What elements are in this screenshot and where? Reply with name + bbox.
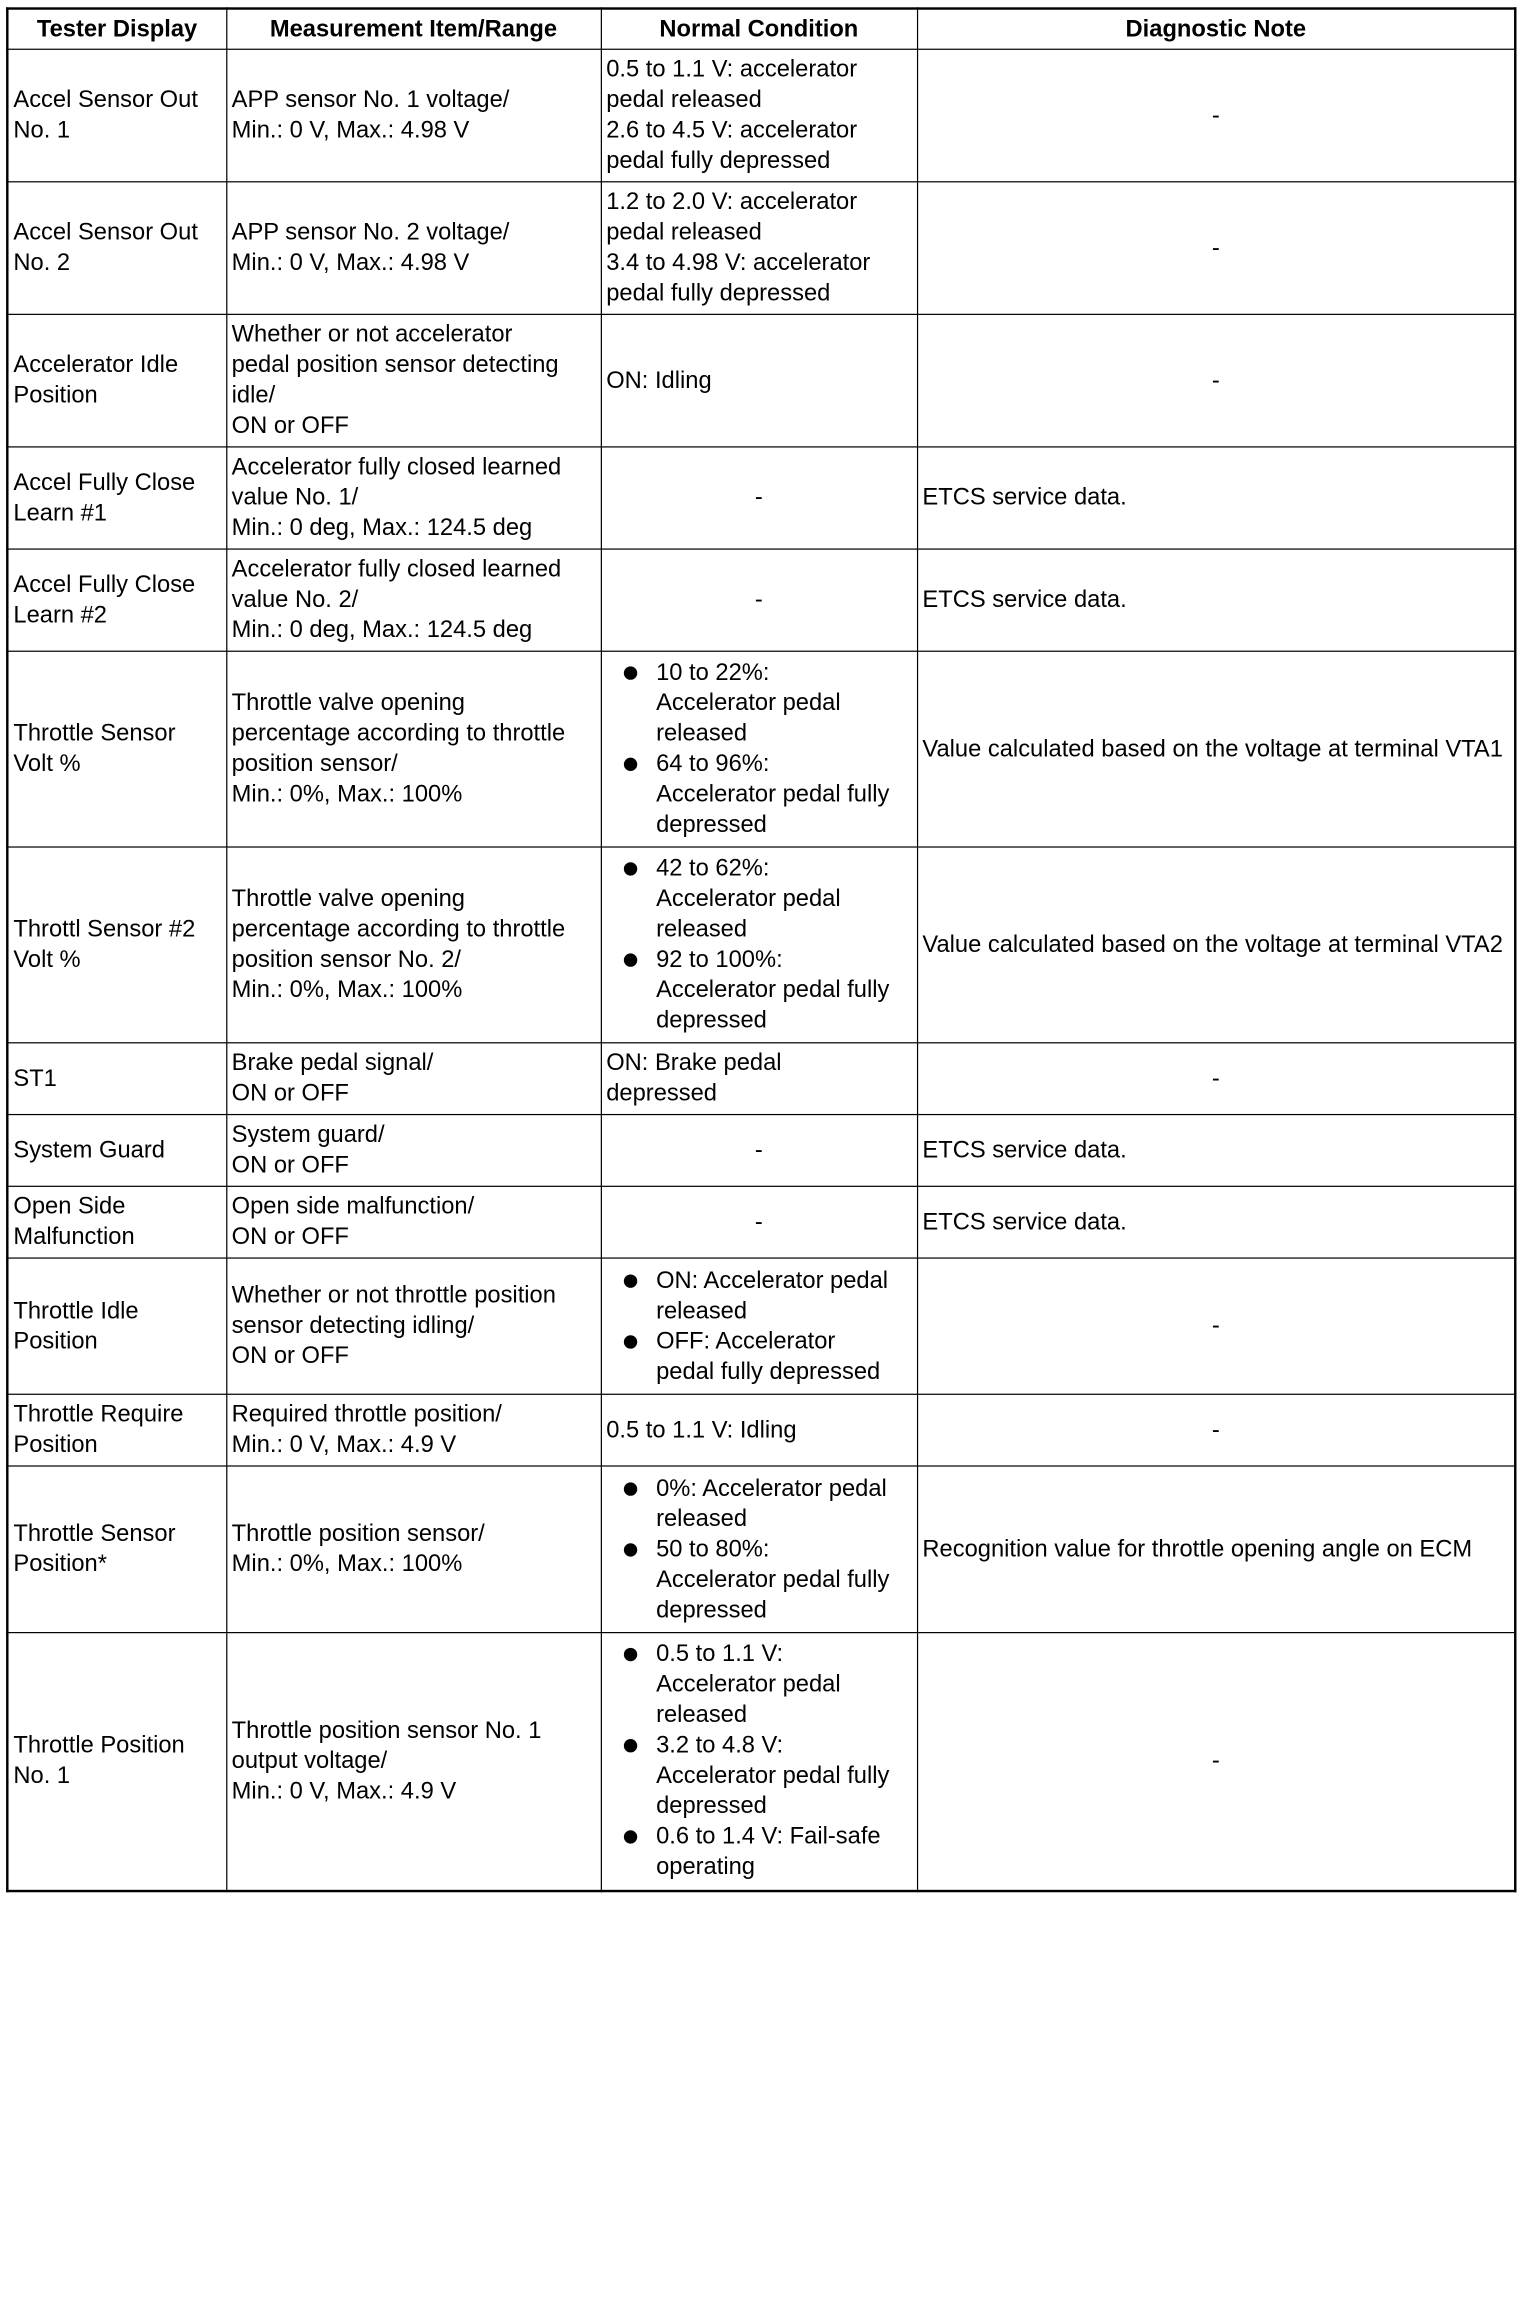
- measurement-line: Whether or not accelerator: [231, 321, 513, 348]
- measurement-line: pedal position sensor detecting: [231, 351, 559, 379]
- diagnostic-note-cell: ETCS service data.: [917, 447, 1515, 549]
- measurement-line: Min.: 0%, Max.: 100%: [231, 1550, 463, 1578]
- condition-line: pedal fully depressed: [606, 279, 831, 307]
- normal-condition-cell: [601, 314, 917, 447]
- condition-line: 1.2 to 2.0 V: accelerator: [606, 188, 858, 216]
- measurement-cell: [226, 549, 601, 651]
- condition-line: Accelerator pedal: [656, 689, 841, 717]
- tester-display-cell: [7, 1633, 226, 1891]
- table-row: [7, 549, 1515, 651]
- bullet-dot-icon: [623, 1543, 636, 1556]
- header-tester-display: Tester Display: [7, 9, 226, 50]
- header-row: [7, 9, 1515, 50]
- tester-display-line: Accelerator Idle: [13, 351, 179, 379]
- measurement-line: Accelerator fully closed learned: [231, 555, 562, 583]
- condition-line: depressed: [606, 1079, 717, 1107]
- measurement-line: Required throttle position/: [231, 1400, 502, 1428]
- diagnostic-note-cell: -: [917, 1394, 1515, 1466]
- measurement-line: Min.: 0%, Max.: 100%: [231, 780, 463, 808]
- condition-bullet-item: [606, 1822, 911, 1883]
- measurement-line: APP sensor No. 2 voltage/: [231, 218, 510, 246]
- condition-line: released: [656, 719, 748, 747]
- header-diagnostic-note: Diagnostic Note: [917, 9, 1515, 50]
- tester-display-line: No. 1: [13, 116, 71, 144]
- normal-condition-cell: [601, 1043, 917, 1115]
- measurement-cell: [226, 1186, 601, 1258]
- bullet-dot-icon: [623, 666, 636, 679]
- diagnostic-note-cell: ETCS service data.: [917, 1115, 1515, 1187]
- condition-bullet-item: [606, 1731, 911, 1822]
- condition-line: depressed: [656, 811, 767, 838]
- condition-line: 92 to 100%:: [656, 946, 783, 973]
- measurement-line: Accelerator fully closed learned: [231, 453, 562, 481]
- tester-display-line: Throttle Position: [13, 1732, 185, 1759]
- table-row: [7, 847, 1515, 1043]
- bullet-dot-icon: [623, 1335, 636, 1348]
- condition-line: 3.2 to 4.8 V:: [656, 1732, 784, 1759]
- table-row: [7, 1115, 1515, 1187]
- condition-bullet-list: [606, 854, 911, 1036]
- measurement-line: System guard/: [231, 1121, 385, 1148]
- condition-bullet-item: [606, 658, 911, 749]
- condition-line: pedal released: [606, 86, 762, 114]
- tester-display-line: No. 2: [13, 249, 71, 277]
- condition-bullet-list: [606, 658, 911, 840]
- measurement-line: ON or OFF: [231, 412, 349, 440]
- condition-bullet-item: [606, 1265, 911, 1326]
- measurement-cell: [226, 1466, 601, 1633]
- condition-bullet-item: [606, 749, 911, 840]
- table-row: [7, 49, 1515, 182]
- table-row: [7, 182, 1515, 315]
- measurement-line: Open side malfunction/: [231, 1192, 475, 1220]
- diagnostic-note-cell: -: [917, 182, 1515, 315]
- bullet-dot-icon: [623, 1482, 636, 1495]
- tester-display-line: Throttle Idle: [13, 1296, 139, 1324]
- measurement-line: ON or OFF: [231, 1223, 349, 1251]
- condition-bullet-item: [606, 1534, 911, 1625]
- measurement-line: Brake pedal signal/: [231, 1049, 434, 1077]
- measurement-cell: [226, 1115, 601, 1187]
- condition-line: released: [656, 1701, 748, 1729]
- condition-line: ON: Accelerator pedal: [656, 1266, 889, 1294]
- condition-line: released: [656, 1504, 748, 1532]
- tester-display-cell: [7, 447, 226, 549]
- tester-display-cell: [7, 182, 226, 315]
- condition-line: 2.6 to 4.5 V: accelerator: [606, 116, 858, 144]
- condition-bullet-item: [606, 945, 911, 1036]
- tester-display-cell: [7, 1258, 226, 1394]
- condition-line: 0.5 to 1.1 V: Idling: [606, 1416, 797, 1443]
- condition-line: pedal fully depressed: [656, 1357, 881, 1385]
- condition-line: 10 to 22%:: [656, 659, 770, 686]
- measurement-cell: [226, 1633, 601, 1891]
- measurement-line: ON or OFF: [231, 1342, 349, 1370]
- measurement-line: percentage according to throttle: [231, 719, 566, 747]
- tester-display-cell: [7, 49, 226, 182]
- condition-line: pedal fully depressed: [606, 147, 831, 174]
- tester-display-cell: [7, 314, 226, 447]
- tester-display-line: Position: [13, 1431, 98, 1459]
- tester-display-line: Accel Fully Close: [13, 468, 196, 496]
- diagnostic-note-cell: -: [917, 49, 1515, 182]
- header-normal-condition: Normal Condition: [601, 9, 917, 50]
- measurement-cell: [226, 1258, 601, 1394]
- bullet-dot-icon: [623, 1831, 636, 1844]
- tester-display-line: System Guard: [13, 1136, 165, 1164]
- diagnostic-note-cell: ETCS service data.: [917, 549, 1515, 651]
- condition-line: Accelerator pedal: [656, 885, 841, 913]
- tester-display-line: No. 1: [13, 1762, 71, 1790]
- table-row: [7, 1633, 1515, 1891]
- measurement-line: Throttle valve opening: [231, 689, 466, 717]
- data-list-table: [6, 7, 1516, 1891]
- condition-line: OFF: Accelerator: [656, 1327, 836, 1355]
- condition-line: Accelerator pedal fully: [656, 1565, 890, 1593]
- tester-display-line: Accel Fully Close: [13, 570, 196, 598]
- measurement-line: value No. 1/: [231, 484, 359, 511]
- measurement-line: idle/: [231, 381, 276, 409]
- tester-display-line: Learn #1: [13, 499, 107, 526]
- tester-display-line: Volt %: [13, 946, 81, 973]
- tester-display-cell: [7, 1394, 226, 1466]
- measurement-cell: [226, 1394, 601, 1466]
- measurement-cell: [226, 847, 601, 1043]
- table-row: [7, 1186, 1515, 1258]
- tester-display-line: Volt %: [13, 750, 81, 778]
- condition-bullet-item: [606, 854, 911, 945]
- tester-display-line: Throttl Sensor #2: [13, 915, 196, 943]
- normal-condition-cell: [601, 1258, 917, 1394]
- bullet-dot-icon: [623, 1648, 636, 1661]
- measurement-line: Throttle position sensor/: [231, 1520, 485, 1547]
- condition-bullet-list: [606, 1265, 911, 1387]
- normal-condition-cell: -: [601, 549, 917, 651]
- measurement-cell: [226, 651, 601, 847]
- tester-display-cell: [7, 1466, 226, 1633]
- condition-line: operating: [656, 1853, 755, 1881]
- tester-display-line: Accel Sensor Out: [13, 218, 198, 246]
- normal-condition-cell: [601, 651, 917, 847]
- measurement-line: Min.: 0 V, Max.: 4.98 V: [231, 249, 470, 277]
- table-row: [7, 1394, 1515, 1466]
- condition-bullet-item: [606, 1326, 911, 1387]
- tester-display-line: Position*: [13, 1550, 107, 1578]
- diagnostic-note-cell: Recognition value for throttle opening angle on ECM: [917, 1466, 1515, 1633]
- condition-bullet-list: [606, 1473, 911, 1625]
- bullet-dot-icon: [623, 1274, 636, 1287]
- tester-display-line: Throttle Sensor: [13, 719, 176, 747]
- condition-line: released: [656, 1296, 748, 1324]
- tester-display-line: Throttle Sensor: [13, 1520, 176, 1547]
- condition-line: depressed: [656, 1006, 767, 1034]
- table-row: [7, 447, 1515, 549]
- measurement-line: ON or OFF: [231, 1151, 349, 1179]
- tester-display-line: ST1: [13, 1064, 57, 1092]
- measurement-line: Throttle valve opening: [231, 885, 466, 913]
- measurement-line: Min.: 0 V, Max.: 4.98 V: [231, 116, 470, 144]
- normal-condition-cell: [601, 182, 917, 315]
- measurement-line: position sensor No. 2/: [231, 946, 462, 973]
- diagnostic-note-cell: -: [917, 1633, 1515, 1891]
- bullet-dot-icon: [623, 953, 636, 966]
- measurement-line: Min.: 0 deg, Max.: 124.5 deg: [231, 616, 533, 644]
- tester-display-cell: [7, 1043, 226, 1115]
- normal-condition-cell: [601, 1466, 917, 1633]
- measurement-line: value No. 2/: [231, 586, 359, 613]
- condition-line: Accelerator pedal fully: [656, 976, 890, 1004]
- normal-condition-cell: [601, 1394, 917, 1466]
- measurement-line: ON or OFF: [231, 1079, 349, 1107]
- condition-line: 0.5 to 1.1 V:: [656, 1640, 784, 1668]
- condition-bullet-list: [606, 1640, 911, 1883]
- measurement-line: APP sensor No. 1 voltage/: [231, 86, 510, 114]
- normal-condition-cell: -: [601, 1115, 917, 1187]
- condition-line: 0.6 to 1.4 V: Fail-safe: [656, 1823, 881, 1850]
- measurement-line: Min.: 0 deg, Max.: 124.5 deg: [231, 514, 533, 542]
- condition-line: 0%: Accelerator pedal: [656, 1474, 887, 1502]
- diagnostic-note-cell: ETCS service data.: [917, 1186, 1515, 1258]
- measurement-line: output voltage/: [231, 1747, 388, 1774]
- measurement-cell: [226, 314, 601, 447]
- condition-line: Accelerator pedal: [656, 1671, 841, 1698]
- normal-condition-cell: [601, 49, 917, 182]
- tester-display-cell: [7, 549, 226, 651]
- diagnostic-note-cell: -: [917, 1258, 1515, 1394]
- condition-line: pedal released: [606, 218, 762, 246]
- measurement-cell: [226, 49, 601, 182]
- condition-line: released: [656, 915, 748, 943]
- condition-line: 42 to 62%:: [656, 854, 770, 882]
- measurement-line: Min.: 0 V, Max.: 4.9 V: [231, 1777, 457, 1805]
- measurement-line: Min.: 0 V, Max.: 4.9 V: [231, 1431, 457, 1459]
- condition-line: depressed: [656, 1596, 767, 1623]
- diagnostic-note-cell: -: [917, 314, 1515, 447]
- condition-line: Accelerator pedal fully: [656, 1762, 890, 1790]
- condition-bullet-item: [606, 1473, 911, 1534]
- measurement-line: Whether or not throttle position: [231, 1281, 556, 1309]
- normal-condition-cell: [601, 1633, 917, 1891]
- measurement-cell: [226, 447, 601, 549]
- table-row: [7, 651, 1515, 847]
- condition-line: 3.4 to 4.98 V: accelerator: [606, 249, 871, 277]
- normal-condition-cell: -: [601, 1186, 917, 1258]
- tester-display-line: Throttle Require: [13, 1400, 184, 1428]
- tester-display-line: Open Side: [13, 1192, 126, 1220]
- diagnostic-note-cell: -: [917, 1043, 1515, 1115]
- condition-line: depressed: [656, 1792, 767, 1820]
- measurement-cell: [226, 1043, 601, 1115]
- measurement-line: Min.: 0%, Max.: 100%: [231, 976, 463, 1004]
- bullet-dot-icon: [623, 758, 636, 771]
- tester-display-line: Position: [13, 381, 98, 409]
- tester-display-cell: [7, 847, 226, 1043]
- bullet-dot-icon: [623, 1739, 636, 1752]
- table-row: [7, 1258, 1515, 1394]
- measurement-line: Throttle position sensor No. 1: [231, 1716, 542, 1744]
- tester-display-line: Accel Sensor Out: [13, 86, 198, 114]
- tester-display-line: Malfunction: [13, 1223, 135, 1251]
- table-row: [7, 314, 1515, 447]
- measurement-line: position sensor/: [231, 750, 398, 778]
- tester-display-cell: [7, 1115, 226, 1187]
- table-row: [7, 1043, 1515, 1115]
- diagnostic-note-cell: Value calculated based on the voltage at terminal VTA1: [917, 651, 1515, 847]
- tester-display-cell: [7, 651, 226, 847]
- table-row: [7, 1466, 1515, 1633]
- condition-line: ON: Idling: [606, 366, 712, 394]
- measurement-line: percentage according to throttle: [231, 915, 566, 943]
- condition-line: 50 to 80%:: [656, 1535, 770, 1563]
- bullet-dot-icon: [623, 862, 636, 875]
- measurement-cell: [226, 182, 601, 315]
- normal-condition-cell: [601, 847, 917, 1043]
- diagnostic-note-cell: Value calculated based on the voltage at terminal VTA2: [917, 847, 1515, 1043]
- tester-display-cell: [7, 1186, 226, 1258]
- condition-line: ON: Brake pedal: [606, 1049, 782, 1077]
- condition-line: 0.5 to 1.1 V: accelerator: [606, 55, 858, 83]
- header-measurement-item: Measurement Item/Range: [226, 9, 601, 50]
- tester-display-line: Learn #2: [13, 601, 107, 629]
- measurement-line: sensor detecting idling/: [231, 1312, 475, 1339]
- condition-bullet-item: [606, 1640, 911, 1731]
- normal-condition-cell: -: [601, 447, 917, 549]
- condition-line: Accelerator pedal fully: [656, 780, 890, 808]
- condition-line: 64 to 96%:: [656, 750, 770, 778]
- tester-display-line: Position: [13, 1327, 98, 1355]
